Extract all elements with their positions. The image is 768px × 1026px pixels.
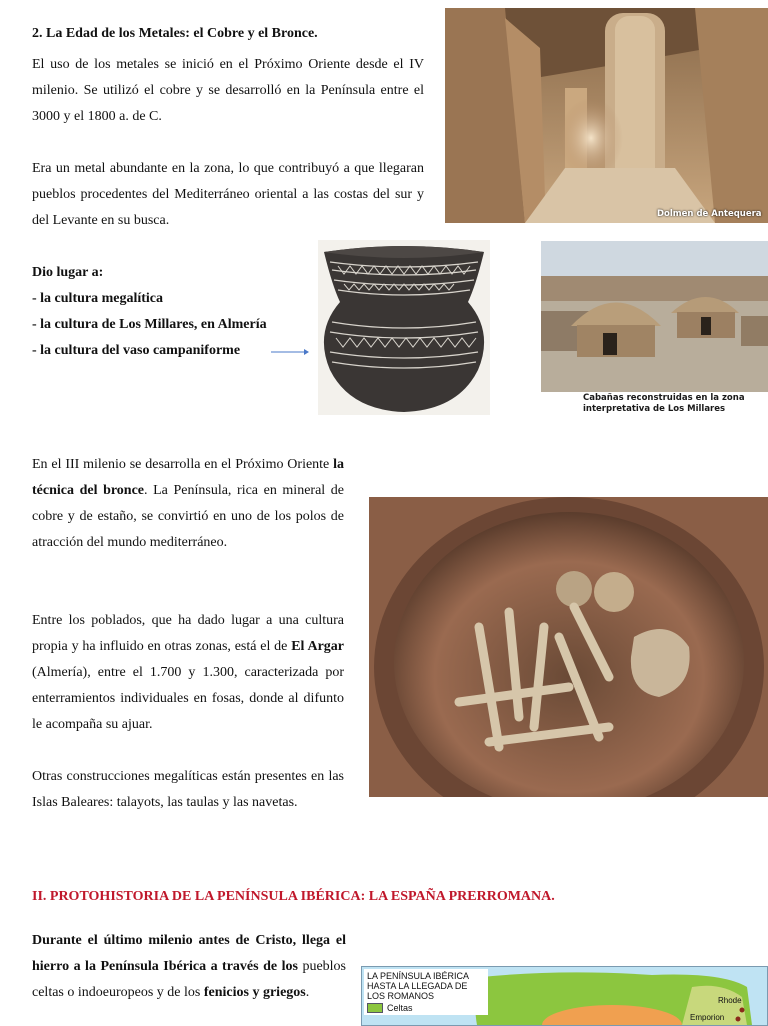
dolmen-caption: Dolmen de Antequera	[657, 209, 762, 219]
map-label-rhode: Rhode	[718, 996, 742, 1005]
paragraph-text: . La Península, rica en mineral de cobre y de estaño, se convirtió en uno de los polos de atracción del mundo mediterráneo.	[32, 483, 344, 550]
bold-term: Durante el último milenio antes de Cristo, llega el hierro a la Península Ibérica a través de los	[32, 933, 346, 974]
huts-caption-line: interpretativa de Los Millares	[583, 404, 726, 414]
list-item: - la cultura del vaso campaniforme	[32, 343, 241, 358]
paragraph-metal-abundance: Era un metal abundante en la zona, lo que contribuyó a que llegaran pueblos procedentes del Mediterráneo oriental a las costas del sur y del Levante en su busca.	[32, 161, 424, 228]
list-intro: Dio lugar a:	[32, 265, 104, 280]
paragraph-text: y de los	[153, 985, 204, 1000]
list-item: - la cultura megalítica	[32, 291, 164, 306]
legend-label: Celtas	[387, 1003, 413, 1013]
map-legend	[364, 969, 488, 1015]
paragraph-el-argar	[32, 608, 344, 738]
arrow-icon	[270, 347, 310, 357]
bold-term: El Argar	[291, 639, 344, 654]
iberia-map	[361, 966, 768, 1026]
huts-photo	[541, 241, 768, 392]
list-item: - la cultura de Los Millares, en Almería	[32, 317, 267, 332]
paragraph-text: .	[305, 985, 310, 1000]
paragraph-baleares: Otras construcciones megalíticas están presentes en las Islas Baleares: talayots, las taulas y las navetas.	[32, 769, 344, 810]
paragraph-text: En el III milenio se desarrolla en el Próximo Oriente	[32, 457, 334, 472]
paragraph-metals-origin: El uso de los metales se inició en el Próximo Oriente desde el IV milenio. Se utilizó el cobre y se desarrolló en la Península entre el 3000 y el 1800 a. de C.	[32, 57, 424, 124]
bold-term: la técnica del bronce	[32, 457, 344, 498]
legend-swatch	[367, 1003, 383, 1013]
map-title-line: LA PENÍNSULA IBÉRICA	[367, 971, 470, 981]
map-label-emporion: Emporion	[690, 1013, 725, 1022]
burial-urn-photo	[369, 497, 768, 797]
section-heading: 2. La Edad de los Metales: el Cobre y el Bronce.	[32, 26, 318, 41]
map-title-line: LOS ROMANOS	[367, 991, 435, 1001]
paragraph-iron-age	[32, 928, 346, 1006]
paragraph-bronze	[32, 452, 344, 556]
section-heading-protohistoria: II. PROTOHISTORIA DE LA PENÍNSULA IBÉRICA: LA ESPAÑA PRERROMANA.	[32, 889, 555, 904]
bold-term: fenicios y griegos	[203, 985, 306, 1000]
bell-beaker-photo	[318, 240, 490, 415]
legend-item-celtas	[367, 1003, 485, 1013]
paragraph-text: pueblos celtas o indoeuropeos	[32, 959, 346, 1000]
map-title-line: HASTA LA LLEGADA DE	[367, 981, 468, 991]
paragraph-text: (Almería), entre el 1.700 y 1.300, caracterizada por enterramientos individuales en fosas, donde al difunto le acompaña su ajuar.	[32, 665, 344, 732]
huts-caption-line: Cabañas reconstruidas en la zona	[583, 393, 745, 403]
huts-caption	[583, 393, 763, 415]
paragraph-text: Entre los poblados, que ha dado lugar a una cultura propia y ha influido en otras zonas, está el de	[32, 613, 344, 654]
dolmen-photo	[445, 8, 768, 223]
